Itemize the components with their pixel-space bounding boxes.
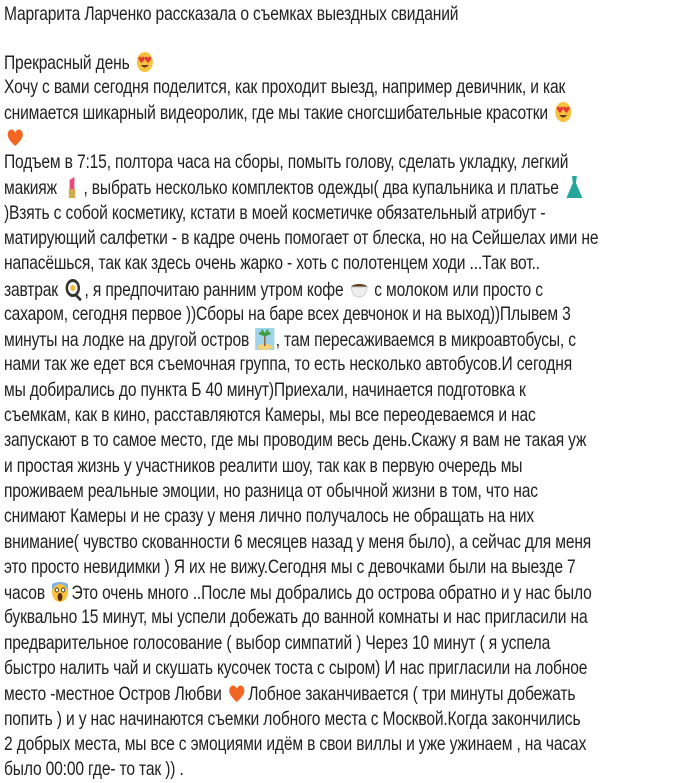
text-segment: часов [4, 582, 50, 605]
text-line [4, 327, 576, 352]
heart-eyes-icon [552, 100, 574, 124]
heart-eyes-icon [134, 50, 156, 74]
orange-heart-icon [4, 125, 26, 149]
text-segment: 2 добрых места, мы все с эмоциями идём в свои виллы и уже ужинаем , на часах [4, 732, 587, 755]
text-line [4, 681, 575, 706]
orange-heart-icon [226, 681, 248, 705]
text-line [4, 403, 536, 428]
text-line [4, 378, 526, 403]
frying-pan-icon [62, 277, 84, 301]
text-line [4, 580, 592, 605]
text-segment: Это очень много ..После мы добрались до острова обратно и у нас было [71, 582, 592, 605]
text-line [4, 707, 580, 732]
text-line [4, 732, 586, 757]
text-segment: быстро налить чай и скушать кусочек тоста с сыром) И нас пригласили на лобное [4, 657, 588, 679]
text-segment: снимается шикарный видеоролик, где мы такие сногсшибательные красотки [4, 102, 553, 124]
lipstick-icon [61, 175, 83, 199]
text-line [4, 201, 545, 226]
text-line [4, 50, 156, 75]
text-segment: минуты на лодке на другой остров [4, 329, 254, 352]
article-title: Маргарита Ларченко рассказала о съемках выездных свиданий [4, 3, 459, 25]
text-line [4, 757, 184, 782]
text-line [4, 479, 538, 504]
text-segment: место -местное Остров Любви [4, 683, 226, 706]
text-segment: , выбрать несколько комплектов одежды( два купальника и платье [83, 177, 563, 200]
text-line [4, 631, 550, 656]
text-segment: попить ) и у нас начинаются съемки лобного места с Москвой.Когда закончились [4, 707, 581, 730]
dress-icon [563, 175, 585, 199]
text-line [4, 277, 543, 302]
text-line [4, 656, 587, 681]
text-line [4, 504, 534, 529]
text-segment: запускают в то самое место, где мы проводим весь день.Скажу я вам не такая уж [4, 429, 587, 452]
text-line [4, 352, 572, 377]
text-segment: нами так же едет вся съемочная группа, то есть несколько автобусов.И сегодня [4, 353, 572, 376]
text-segment: съемкам, как в кино, расставляются Камеры, мы все переодеваемся и нас [4, 404, 536, 426]
text-segment: сахаром, сегодня первое ))Сборы на баре всех девчонок и на выход))Плывем 3 [4, 302, 571, 325]
island-icon [253, 327, 275, 351]
text-segment: Подъем в 7:15, полтора часа на сборы, помыть голову, сделать укладку, легкий [4, 151, 569, 173]
text-segment: с молоком или просто с [370, 278, 543, 301]
text-line [4, 150, 568, 175]
text-line [4, 530, 591, 555]
text-segment: буквально 15 минут, мы успели добежать до ванной комнаты и нас пригласили на [4, 606, 588, 629]
text-line [4, 605, 587, 630]
text-line [4, 75, 565, 100]
text-segment: это просто невидимки ) Я их не вижу.Сегодня мы с девочками были на выезде 7 [4, 555, 576, 578]
text-line [4, 100, 574, 125]
text-line [4, 251, 540, 276]
text-segment: , я предпочитаю ранним утром кофе [84, 278, 348, 301]
text-segment: проживаем реальные эмоции, но разница от обычной жизни в том, что нас [4, 479, 538, 502]
text-line [4, 454, 522, 479]
coffee-icon [348, 277, 370, 301]
text-segment: было 00:00 где- то так )) . [4, 758, 184, 781]
text-line [4, 555, 576, 580]
text-segment: напасёшься, так как здесь очень жарко - хоть с полотенцем ходи ...Так вот.. [4, 252, 540, 275]
text-line [4, 175, 585, 200]
text-line [4, 125, 26, 150]
text-segment: матирующий салфетки - в кадре очень помогает от блеска, но на Сейшелах ими не [4, 226, 599, 249]
text-segment: , там пересаживаемся в микроавтобусы, с [275, 329, 576, 352]
text-line [4, 226, 598, 251]
text-segment: макияж [4, 177, 62, 200]
text-segment: Прекрасный день [4, 52, 134, 74]
text-segment: внимание( чувство скованности 6 месяцев назад у меня было), а сейчас для меня [4, 530, 592, 553]
text-segment: )Взять с собой косметику, кстати в моей косметичке обязательный атрибут - [4, 201, 546, 224]
text-line [4, 302, 571, 327]
text-line [4, 428, 586, 453]
text-segment: завтрак [4, 278, 63, 301]
screaming-face-icon [49, 580, 71, 604]
text-segment: мы добирались до пункта Б 40 минут)Приехали, начинается подготовка к [4, 378, 526, 401]
text-segment: Хочу с вами сегодня поделится, как проходит выезд, например девичник, и как [4, 76, 566, 98]
text-segment: и простая жизнь у участников реалити шоу, так как в первую очередь мы [4, 454, 523, 477]
text-segment: снимают Камеры и не сразу у меня лично получалось не обращать на них [4, 505, 534, 528]
text-segment: предварительное голосование ( выбор симпатий ) Через 10 минут ( я успела [4, 631, 551, 654]
text-segment: Лобное заканчивается ( три минуты добежать [248, 683, 576, 706]
